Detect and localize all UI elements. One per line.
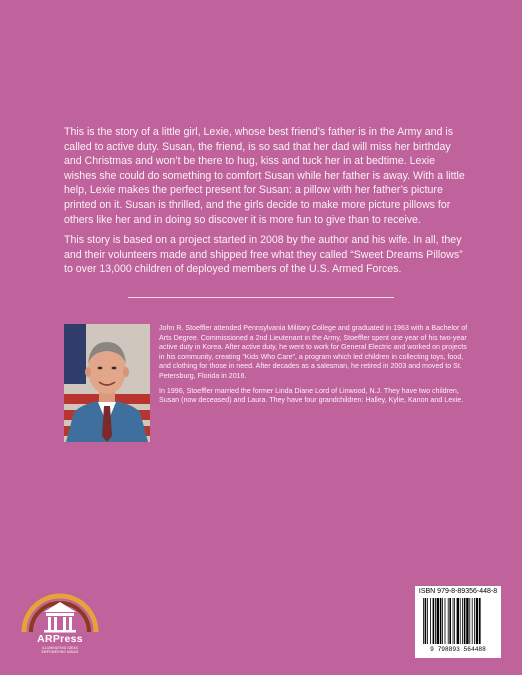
barcode-bar xyxy=(462,598,463,644)
barcode-bar xyxy=(433,598,435,644)
barcode-bar xyxy=(453,598,454,644)
barcode-bar xyxy=(469,598,470,644)
barcode-bar xyxy=(430,598,431,644)
publisher-tagline-1: ILLUMINATING IDEAS xyxy=(41,646,79,650)
barcode-bar xyxy=(464,598,466,644)
author-bio-paragraph-2: In 1996, Stoeffler married the former Linda Diane Lord of Linwood, N.J. They have two children, Susan (now deceased) and Laura. They have four grandchildren: Halley, Kylie, Kanon and Lexie. xyxy=(159,386,464,405)
publisher-tagline-2: EMPOWERING MINDS xyxy=(41,650,79,654)
barcode-bar xyxy=(448,598,449,644)
publisher-tagline xyxy=(20,646,100,654)
barcode-bar xyxy=(437,598,439,644)
barcode-bars xyxy=(423,598,499,644)
author-bio xyxy=(159,324,469,411)
isbn-label: ISBN 979-8-89356-448-8 xyxy=(418,588,498,595)
barcode-bar xyxy=(425,598,427,644)
barcode-bar xyxy=(479,598,481,644)
author-photo xyxy=(64,324,150,442)
barcode-bar xyxy=(454,598,455,644)
barcode-bar xyxy=(449,598,451,644)
author-bio-paragraph-1: John R. Stoeffler attended Pennsylvania Military College and graduated in 1963 with a Bachelor of Arts Degree. Commissioned a 2nd Lieutenant in the Army, Stoeffler spent one year of his two-year active duty in Korea. After active duty, he went to work for General Electric and worked on projects in his community, creating “Kids Who Care”, a program which led children in collecting toys, food, and clothing for those in need. After decades as a salesman, he retired in 2003 and moved to St. Petersburg, Florida in 2016. xyxy=(159,324,468,380)
barcode-bar xyxy=(427,598,428,644)
barcode-bar xyxy=(457,598,459,644)
section-divider xyxy=(128,297,394,298)
barcode-bar xyxy=(445,598,446,644)
barcode-bar xyxy=(472,598,473,644)
book-synopsis xyxy=(64,125,470,283)
synopsis-paragraph-2: This story is based on a project started in 2008 by the author and his wife. In all, they and their volunteers made and shipped free what they called “Sweet Dreams Pillows” to over 13,000 children of deployed members of the U.S. Armed Forces. xyxy=(64,234,463,276)
barcode-bar xyxy=(423,598,424,644)
barcode-bar xyxy=(474,598,475,644)
barcode-bar xyxy=(460,598,461,644)
isbn-barcode xyxy=(415,586,501,658)
barcode-digits: 9 798893 564488 xyxy=(430,646,486,653)
barcode-bar xyxy=(442,598,443,644)
barcode-bar xyxy=(440,598,442,644)
synopsis-paragraph-1: This is the story of a little girl, Lexie, whose best friend’s father is in the Army and is called to active duty. Susan, the friend, is so sad that her dad will miss her birthday and Christmas and won’t be there to hug, kiss and tuck her in at bedtime. Lexie wishes she could do something to comfort Susan while her father is away. With a little help, Lexie makes the perfect present for Susan: a pillow with her father’s picture printed on it. Susan is thrilled, and the girls decide to make more picture pillows for others like her and in doing so discover it is more fun to give than to receive. xyxy=(64,126,465,226)
barcode-bar xyxy=(435,598,436,644)
publisher-logo xyxy=(20,588,100,668)
publisher-name: ARPress xyxy=(37,633,83,645)
barcode-bar xyxy=(466,598,468,644)
barcode-bar xyxy=(476,598,478,644)
